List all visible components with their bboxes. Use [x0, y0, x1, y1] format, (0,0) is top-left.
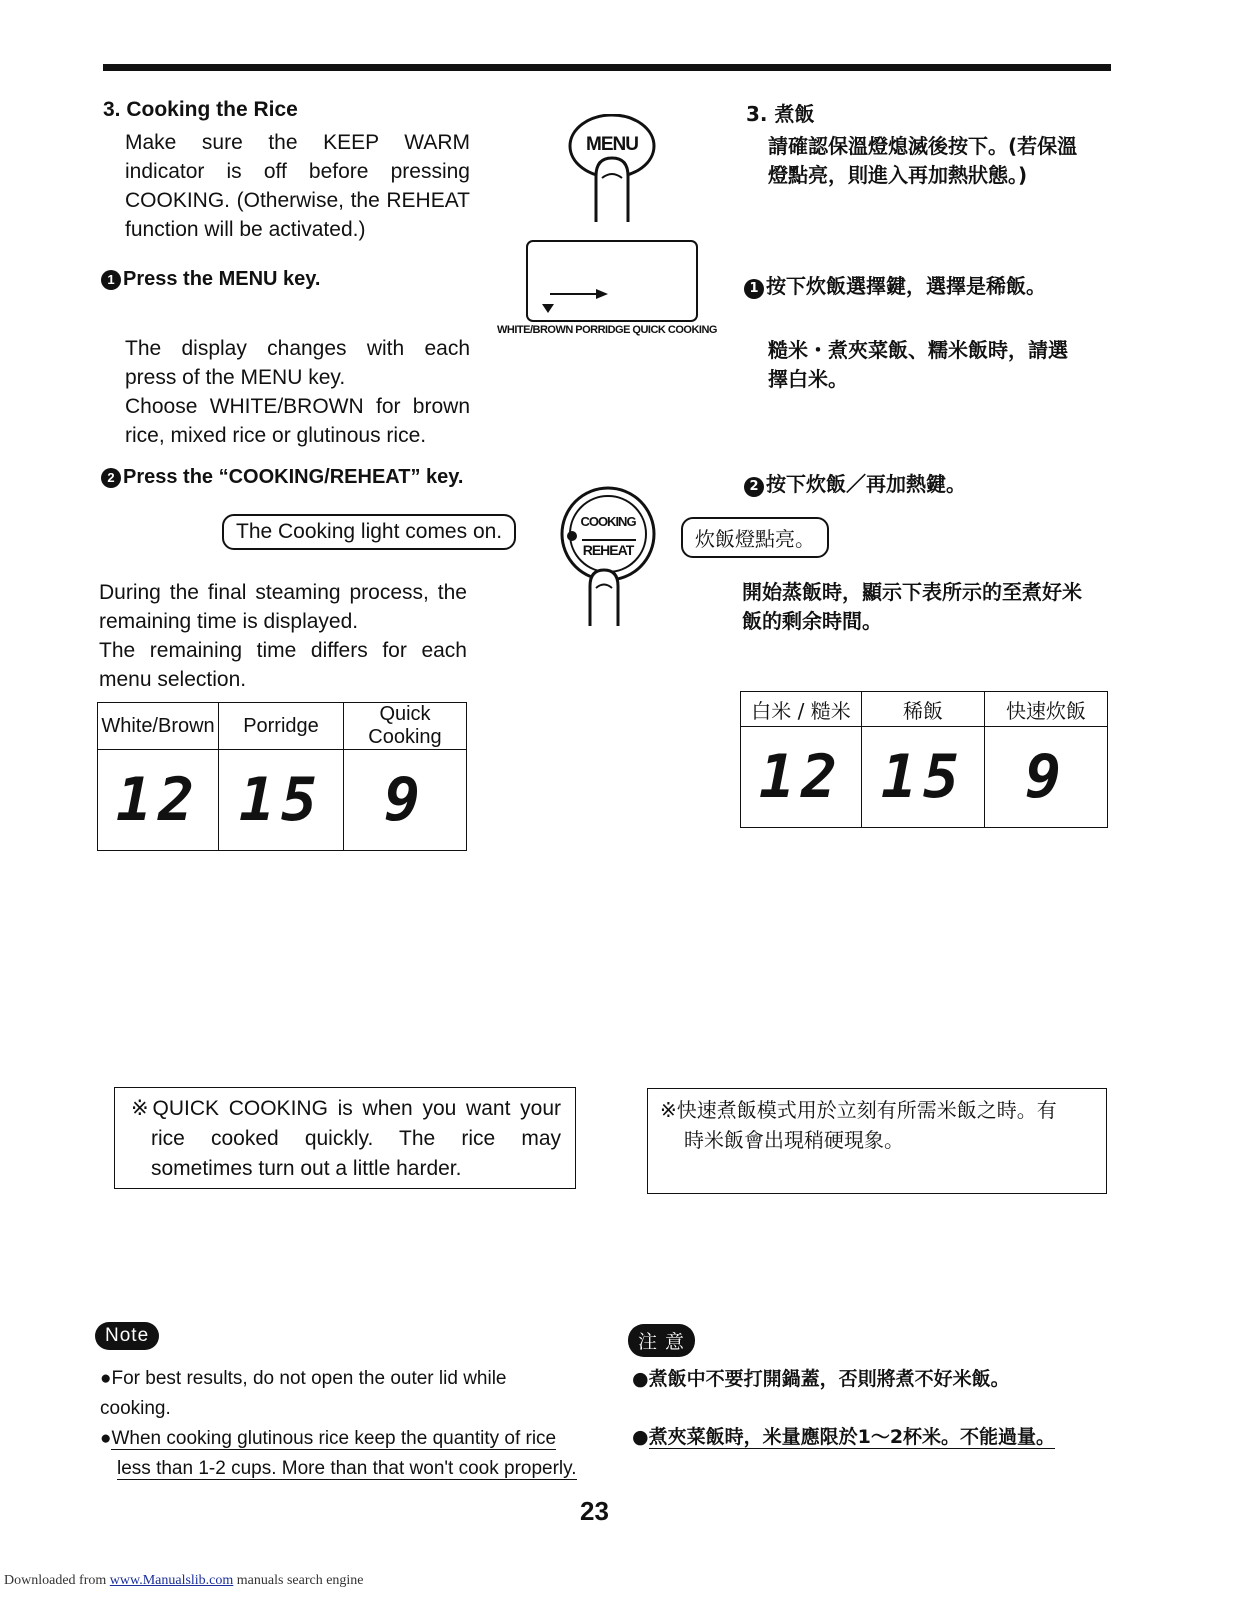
- steam-body-line: The remaining time differs for each: [99, 639, 467, 662]
- note-text: For best results, do not open the outer lid while cooking.: [100, 1368, 507, 1419]
- reheat-key-label: REHEAT: [582, 542, 634, 558]
- step1-en: [101, 268, 321, 291]
- quick-note-zh-line: ※快速煮飯模式用於立刻有所需米飯之時。有: [660, 1098, 1057, 1122]
- footer-link[interactable]: www.Manualslib.com: [109, 1573, 234, 1588]
- step1-body-zh: [768, 336, 1113, 394]
- note-item: [632, 1422, 1112, 1452]
- menu-key-illustration: [568, 114, 664, 224]
- table-cell: 15: [219, 750, 344, 851]
- display-label: PORRIDGE: [575, 324, 630, 336]
- display-label: WHITE/BROWN: [497, 324, 573, 336]
- steam-body-zh: [742, 578, 1112, 636]
- note-item: [632, 1364, 1112, 1394]
- note-text: 煮夾菜飯時，米量應限於1～2杯米。不能過量。: [648, 1426, 1056, 1448]
- display-labels: [497, 324, 717, 336]
- intro-en-line: indicator is off before pressing: [125, 160, 470, 183]
- notes-en: [100, 1364, 580, 1484]
- note-item: [100, 1364, 580, 1424]
- remaining-time-table-en: [97, 702, 467, 851]
- table-header: 白米 / 糙米: [741, 692, 862, 727]
- step2-zh-text: 按下炊飯／再加熱鍵。: [766, 472, 966, 496]
- steam-body-line: remaining time is displayed.: [99, 610, 359, 633]
- quick-note-zh-line: 時米飯會出現稍硬現象。: [684, 1128, 904, 1152]
- table-header: Quick Cooking: [344, 703, 467, 750]
- notes-zh: [632, 1364, 1112, 1452]
- cooking-key-label: COOKING: [580, 514, 636, 529]
- footer: [4, 1573, 364, 1589]
- section-title-zh: 3. 煮飯: [746, 102, 815, 126]
- table-cell: 9: [985, 727, 1108, 828]
- top-rule: [103, 64, 1111, 71]
- quick-note-line: rice cooked quickly. The rice may: [151, 1127, 561, 1150]
- note-text: When cooking glutinous rice keep the quantity of rice: [111, 1428, 557, 1449]
- step-number-badge: 2: [101, 468, 121, 488]
- intro-en-line: Make sure the KEEP WARM: [125, 131, 470, 154]
- table-header: 稀飯: [862, 692, 985, 727]
- step2-en: [101, 466, 463, 489]
- lcd-display-illustration: [526, 240, 698, 322]
- footer-prefix: Downloaded from: [4, 1573, 110, 1588]
- cooking-light-callout-zh: 炊飯燈點亮。: [681, 517, 829, 558]
- intro-en-line: function will be activated.): [125, 218, 366, 241]
- bullet-icon: ●: [632, 1368, 649, 1390]
- bullet-icon: ●: [632, 1426, 649, 1448]
- intro-zh-line: 燈點亮，則進入再加熱狀態。): [768, 163, 1028, 187]
- table-cell: 15: [862, 727, 985, 828]
- step1-zh: [744, 270, 1046, 299]
- cooking-light-callout-en: The Cooking light comes on.: [222, 514, 516, 550]
- intro-zh-line: 請確認保溫燈熄滅後按下。(若保溫: [768, 134, 1078, 158]
- table-cell: 9: [344, 750, 467, 851]
- table-header: Porridge: [219, 703, 344, 750]
- step-number-badge: 2: [744, 477, 764, 497]
- cooking-reheat-key-illustration: [558, 486, 662, 628]
- note-item: [100, 1454, 580, 1484]
- section-title-en: 3. Cooking the Rice: [103, 98, 298, 121]
- quick-note-line: ※QUICK COOKING is when you want your: [131, 1097, 561, 1120]
- steam-body-line: menu selection.: [99, 668, 247, 691]
- steam-body-en: [99, 578, 467, 694]
- intro-en: [125, 128, 470, 244]
- table-cell: 12: [741, 727, 862, 828]
- step2-en-text: Press the “COOKING/REHEAT” key.: [123, 466, 464, 488]
- step1-body-zh-line: 擇白米。: [768, 367, 848, 391]
- steam-body-zh-line: 開始蒸飯時，顯示下表所示的至煮好米: [742, 580, 1082, 604]
- remaining-time-table-zh: [740, 691, 1108, 828]
- page-number: 23: [580, 1496, 609, 1526]
- step1-en-text: Press the MENU key.: [123, 268, 321, 290]
- menu-key-icon: [568, 114, 664, 224]
- bullet-icon: ●: [100, 1428, 112, 1449]
- steam-body-line: During the final steaming process, the: [99, 581, 467, 604]
- steam-body-zh-line: 飯的剩余時間。: [742, 609, 882, 633]
- menu-key-label: MENU: [586, 134, 638, 155]
- step1-body-en: [125, 334, 470, 450]
- bullet-icon: ●: [100, 1368, 112, 1389]
- step1-body-zh-line: 糙米・煮夾菜飯、糯米飯時，請選: [768, 338, 1068, 362]
- quick-note-line: sometimes turn out a little harder.: [151, 1157, 462, 1180]
- note-text: 煮飯中不要打開鍋蓋，否則將煮不好米飯。: [648, 1368, 1010, 1390]
- quick-cooking-note-zh: [647, 1088, 1107, 1194]
- table-header: White/Brown: [98, 703, 219, 750]
- step2-zh: [744, 468, 966, 497]
- step1-body-line: press of the MENU key.: [125, 366, 346, 389]
- note-item: [100, 1424, 580, 1454]
- intro-zh: [768, 132, 1113, 190]
- step1-body-line: rice, mixed rice or glutinous rice.: [125, 424, 427, 447]
- display-label: QUICK COOKING: [632, 324, 717, 336]
- step1-zh-text: 按下炊飯選擇鍵，選擇是稀飯。: [766, 274, 1046, 298]
- quick-cooking-note-en: [114, 1087, 576, 1189]
- arrow-right-icon: [540, 286, 610, 316]
- note-badge-en: Note: [95, 1322, 159, 1350]
- note-badge-zh: 注 意: [628, 1324, 695, 1357]
- table-cell: 12: [98, 750, 219, 851]
- note-text: less than 1-2 cups. More than that won't cook properly.: [117, 1458, 577, 1479]
- intro-en-line: COOKING. (Otherwise, the REHEAT: [125, 189, 470, 212]
- table-header: 快速炊飯: [985, 692, 1108, 727]
- footer-suffix: manuals search engine: [233, 1573, 364, 1588]
- step-number-badge: 1: [744, 279, 764, 299]
- step1-body-line: Choose WHITE/BROWN for brown: [125, 395, 470, 418]
- step1-body-line: The display changes with each: [125, 337, 470, 360]
- step-number-badge: 1: [101, 270, 121, 290]
